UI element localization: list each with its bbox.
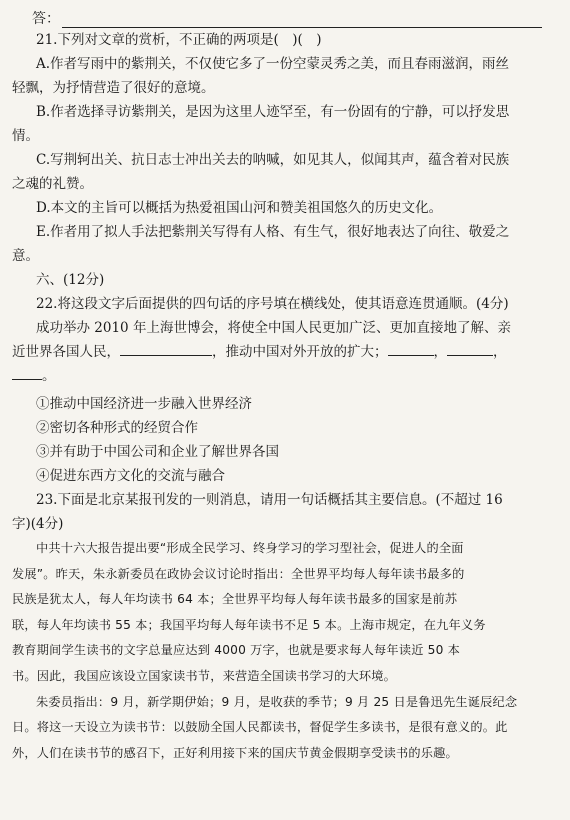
q22-item-1: ①推动中国经济进一步融入世界经济 xyxy=(36,396,252,412)
section-6-title: 六、(12分) xyxy=(36,272,105,288)
q23-news-line5: 教育期间学生读书的文字总量应达到 4000 万字，也就是要求每人每年读近 50 本 xyxy=(12,643,461,658)
q23-news-line8: 日。将这一天设立为读书节：以鼓励全国人民都读书，督促学生多读书，是很有意义的。此 xyxy=(12,720,508,735)
q22-blank-3[interactable] xyxy=(447,341,493,356)
q23-news-line2: 发展”。昨天，朱永新委员在政协会议讨论时指出：全世界平均每人每年读书最多的 xyxy=(12,566,465,581)
q22-item-3: ③并有助于中国公司和企业了解世界各国 xyxy=(36,444,279,460)
q21-option-d: D.本文的主旨可以概括为热爱祖国山河和赞美祖国悠久的历史文化。 xyxy=(36,200,443,216)
q21-option-e-line2: 意。 xyxy=(12,248,39,264)
answer-label: 答： xyxy=(32,11,60,27)
answer-blank[interactable] xyxy=(62,13,542,28)
q22-blank-4[interactable] xyxy=(12,365,42,380)
q22-passage-text-b: ，推动中国对外开放的扩大； xyxy=(212,344,388,360)
q21-option-c-line1: C.写荆轲出关、抗日志士冲出关去的呐喊，如见其人，似闻其声，蕴含着对民族 xyxy=(36,152,510,168)
q22-passage-line2 xyxy=(12,340,558,364)
q22-blank-2[interactable] xyxy=(388,341,434,356)
q22-passage-text-end: 。 xyxy=(42,368,56,384)
q22-item-2: ②密切各种形式的经贸合作 xyxy=(36,420,198,436)
q23-news-line7: 朱委员指出：9 月，新学期伊始；9 月，是收获的季节；9 月 25 日是鲁迅先生诞辰纪念 xyxy=(36,694,518,709)
q21-option-c-line2: 之魂的礼赞。 xyxy=(12,176,93,192)
q22-passage-text-c: ， xyxy=(433,344,447,360)
q22-stem: 22.将这段文字后面提供的四句话的序号填在横线处，使其语意连贯通顺。(4分) xyxy=(36,296,509,312)
q23-news-line3: 民族是犹太人，每人年均读书 64 本；全世界平均每人每年读书最多的国家是前苏 xyxy=(12,592,458,607)
q22-blank-1[interactable] xyxy=(120,341,212,356)
answer-line xyxy=(12,6,558,28)
q23-stem-line1: 23.下面是北京某报刊发的一则消息，请用一句话概括其主要信息。(不超过 16 xyxy=(36,492,503,508)
q23-news-line1: 中共十六大报告提出要“形成全民学习、终身学习的学习型社会，促进人的全面 xyxy=(36,541,464,555)
q21-option-a-line1: A.作者写雨中的紫荆关，不仅使它多了一份空蒙灵秀之美，而且春雨滋润，雨丝 xyxy=(36,56,510,72)
q23-news-line4: 联，每人年均读书 55 本；我国平均每人每年读书不足 5 本。上海市规定，在九年义务 xyxy=(12,617,486,632)
q22-item-4: ④促进东西方文化的交流与融合 xyxy=(36,468,225,484)
q21-option-e-line1: E.作者用了拟人手法把紫荆关写得有人格、有生气，很好地表达了向往、敬爱之 xyxy=(36,224,510,240)
q21-option-b-line1: B.作者选择寻访紫荆关，是因为这里人迹罕至，有一份固有的宁静，可以抒发思 xyxy=(36,104,510,120)
q23-news-line9: 外，人们在读书节的感召下，正好利用接下来的国庆节黄金假期享受读书的乐趣。 xyxy=(12,745,458,760)
q22-passage-text-d: ， xyxy=(493,344,507,360)
q23-stem-line2: 字)(4分) xyxy=(12,516,64,532)
q23-news-line6: 书。因此，我国应该设立国家读书节，来营造全国读书学习的大环境。 xyxy=(12,668,397,683)
q21-option-a-line2: 轻飘，为抒情营造了很好的意境。 xyxy=(12,80,215,96)
q21-option-b-line2: 情。 xyxy=(12,128,39,144)
q22-passage-line1: 成功举办 2010 年上海世博会，将使全中国人民更加广泛、更加直接地了解、亲 xyxy=(36,320,511,336)
q22-passage-line3 xyxy=(12,364,558,388)
q22-passage-text-a: 近世界各国人民， xyxy=(12,344,120,360)
q21-stem: 21.下列对文章的赏析，不正确的两项是( )( ) xyxy=(36,32,322,48)
